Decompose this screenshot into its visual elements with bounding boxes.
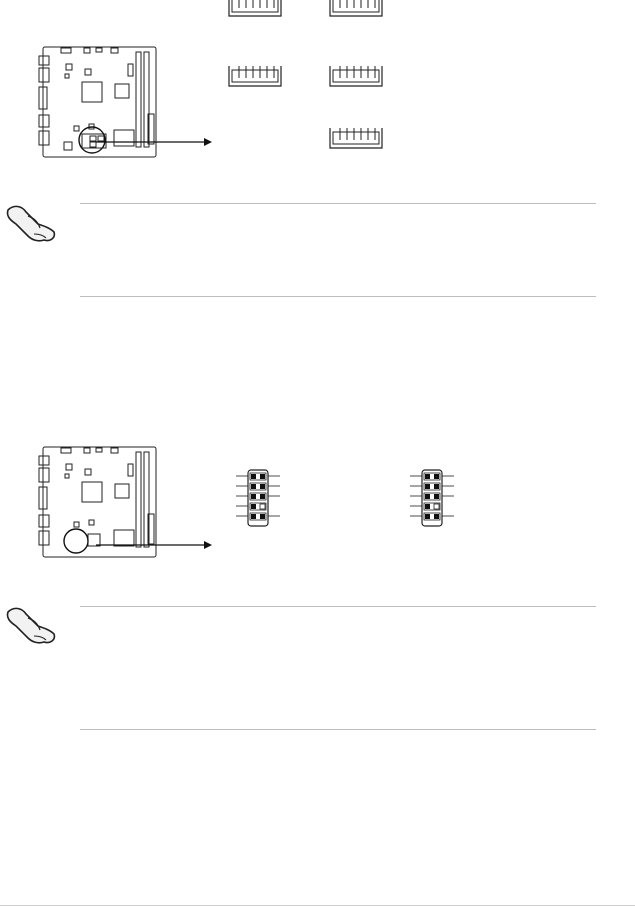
pointer-arrow [96,137,216,147]
note-bottom-rule [80,296,596,297]
pointer-arrow [96,540,216,550]
sata-connector-top-left [227,0,287,22]
footer-rule [0,905,635,906]
hand-icon [4,602,60,648]
sata-connector-bottom [328,126,388,152]
usb-header-left [236,468,296,528]
usb-header-right [410,468,470,528]
hand-icon [4,200,60,246]
note-bottom-rule [80,729,596,730]
sata-connector-mid-right [328,64,388,90]
sata-connector-mid-left [227,64,287,90]
sata-connector-top-right [328,0,388,22]
note-top-rule [80,606,596,607]
note-top-rule [80,203,596,204]
